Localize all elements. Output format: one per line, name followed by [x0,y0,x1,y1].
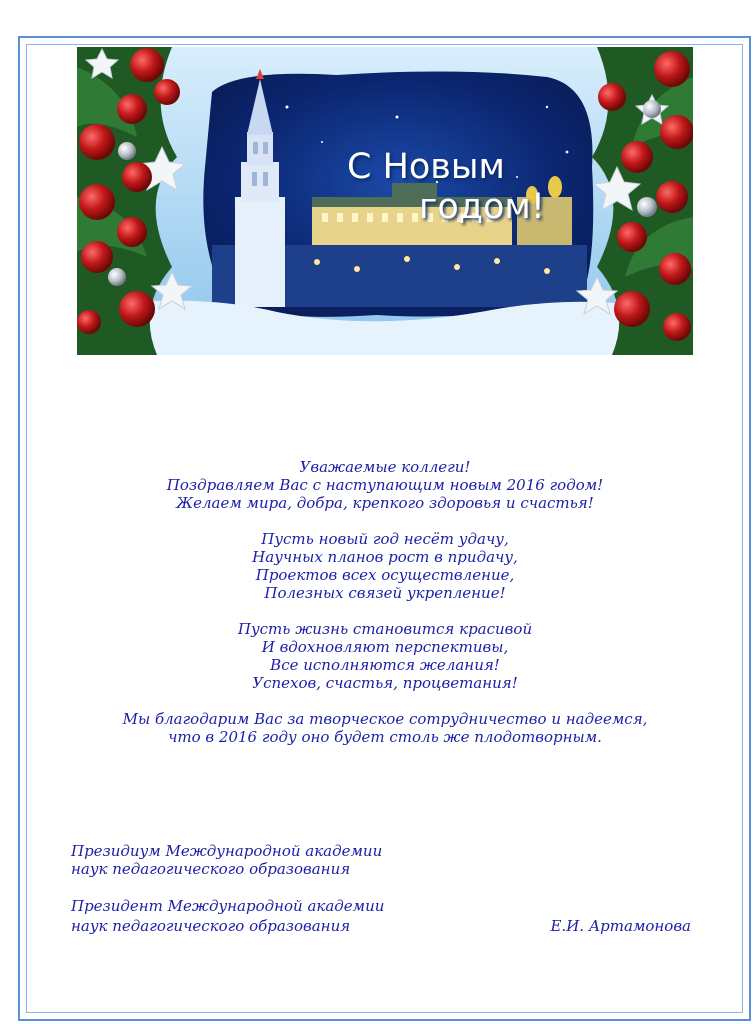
greeting-line: Желаем мира, добра, крепкого здоровья и счастья! [176,494,594,512]
poem-line: И вдохновляют перспективы, [261,638,509,656]
greeting-text [60,458,710,764]
poem-stanza-2 [60,620,710,692]
card-title-line2: годом! [419,187,545,227]
thanks-line: что в 2016 году оно будет столь же плодотворным. [168,728,602,746]
poem-line: Все исполняются желания! [270,656,500,674]
poem-stanza-1 [60,530,710,602]
poem-line: Успехов, счастья, процветания! [252,674,518,692]
new-year-card-image [77,47,693,355]
card-title-line1: С Новым [347,147,505,187]
greeting-line: Поздравляем Вас с наступающим новым 2016 годом! [166,476,604,494]
presidium-line-2: наук педагогического образования [71,860,351,878]
president-name: Е.И. Артамонова [550,917,691,935]
signature-block [71,842,691,935]
poem-line: Проектов всех осуществление, [255,566,515,584]
greeting-line: Уважаемые коллеги! [299,458,471,476]
thanks-line: Мы благодарим Вас за творческое сотрудничество и надеемся, [122,710,648,728]
greeting-paragraph [60,458,710,512]
president-line-2: наук педагогического образования [71,917,351,935]
president-row [71,917,691,935]
president-line-1: Президент Международной академии [71,897,385,915]
presidium-line-1: Президиум Международной академии [71,842,383,860]
poem-line: Пусть новый год несёт удачу, [261,530,509,548]
card-title [347,147,567,227]
poem-line: Полезных связей укрепление! [264,584,506,602]
poem-line: Пусть жизнь становится красивой [237,620,533,638]
poem-line: Научных планов рост в придачу, [252,548,518,566]
thanks-paragraph [60,710,710,746]
